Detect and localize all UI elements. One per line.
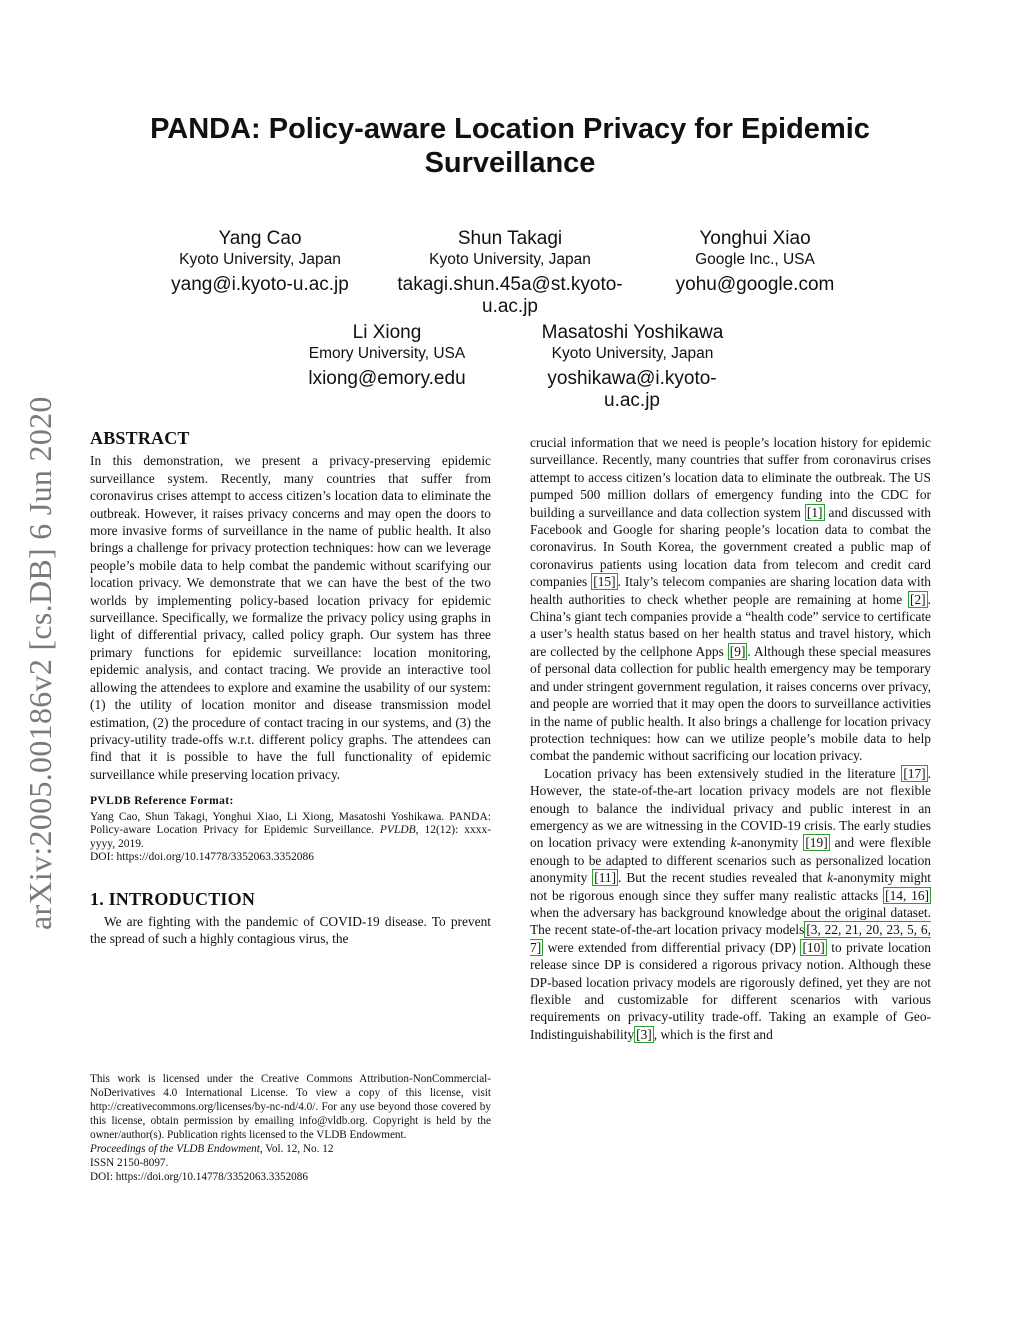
author-block <box>287 322 487 390</box>
reference-citation: Yang Cao, Shun Takagi, Yonghui Xiao, Li Xiong, Masatoshi Yoshikawa. PANDA: Policy-aware Location Privacy for Epidemic Surveillance. <box>90 810 491 837</box>
citation-link[interactable]: [2] <box>910 591 926 607</box>
text-span: Location privacy has been extensively studied in the literature <box>544 765 902 781</box>
author-email[interactable]: lxiong@emory.edu <box>308 368 466 389</box>
citation-link[interactable]: [1] <box>806 504 823 520</box>
author-name: Yonghui Xiao <box>699 228 811 249</box>
license-footnote <box>90 1072 491 1184</box>
citation-link[interactable]: [19] <box>805 835 828 851</box>
right-column <box>530 434 931 1043</box>
text-span: and discussed with Facebook and Google for sharing people’s location data to combat the coronavirus. In South Korea, the government created a public map of coronavirus patients using location data from telecom and credit card companies <box>530 504 931 590</box>
author-email[interactable]: takagi.shun.45a@st.kyoto-u.ac.jp <box>397 274 623 317</box>
citation-link[interactable]: [3] <box>636 1026 652 1042</box>
author-name: Shun Takagi <box>457 228 563 249</box>
text-span: . China’s giant tech companies provide a “health code” service to certificate a user’s health status based on her health status and travel history, which are collected by the cellphone Apps <box>530 591 931 659</box>
author-name: Li Xiong <box>352 322 422 343</box>
abstract-heading: ABSTRACT <box>90 428 190 448</box>
author-affiliation: Kyoto University, Japan <box>179 251 341 268</box>
text-span: . Although these special measures of personal data collection for public health emergency may be temporary and under stringent government regulation, it raises concerns over privacy, and people are worried that it may open the doors to surveillance activities in the name of public health. It also brings a challenge for location privacy protection techniques: how can we utilize people’s mobile data to help combat the pandemic without sacrificing our location privacy. <box>530 643 931 764</box>
introduction-heading: 1. INTRODUCTION <box>90 888 256 909</box>
issn: ISSN 2150-8097. <box>90 1157 169 1169</box>
abstract-text: In this demonstration, we present a privacy-preserving epidemic surveillance system. Recently, many countries that suffer from coronavirus crises attempt to access citizen’s location data to eliminate the outbreak. However, it raises privacy concerns and may open the doors to more invasive forms of surveillance in the name of public health. It also brings a challenge for privacy protection techniques: how can we leverage people’s mobile data to help combat the pandemic without scarifying our location privacy. We demonstrate that we can have the best of the two worlds by implementing policy-based location privacy for epidemic surveillance. Specifically, we formalize the privacy policy using graphs in light of differential privacy, called policy graph. Our system has three primary functions for epidemic surveillance: location monitoring, epidemic analysis, and contact tracing. We provide an interactive tool allowing the attendees to explore and examine the usability of our system: (1) the utility of location monitor and disease transmission model estimation, (2) the procedure of contact tracing in our systems, and (3) the privacy-utility trade-offs w.r.t. different policy graphs. The attendees can find that it is possible to have the full functionality of epidemic surveillance while preserving location privacy. <box>90 453 491 782</box>
license-doi[interactable]: DOI: https://doi.org/10.14778/3352063.3352086 <box>90 1171 308 1183</box>
citation-link[interactable]: [10] <box>802 939 825 955</box>
author-affiliation: Kyoto University, Japan <box>429 251 591 268</box>
citation-link[interactable]: [11] <box>594 870 617 886</box>
math-k: k <box>730 835 737 851</box>
citation-link[interactable]: [9] <box>729 643 746 659</box>
paper-title: PANDA: Policy-aware Location Privacy for Epidemic Surveillance <box>150 113 870 179</box>
left-column <box>90 430 491 948</box>
citation-link[interactable]: [17] <box>903 765 926 781</box>
author-email[interactable]: yohu@google.com <box>675 274 835 295</box>
author-affiliation: Kyoto University, Japan <box>551 345 714 362</box>
intro-paragraph-1 <box>530 434 931 765</box>
proceedings-volume: Vol. 12, No. 12 <box>262 1143 334 1155</box>
text-span: crucial information that we need is people’s location history for epidemic surveillance. Recently, many countries that suffer from coronavirus crises attempt to access citizen’s location data to eliminate the outbreak. The US pumped 500 million dollars of emergency funding into the CDC for building a surveillance and data collection system <box>530 435 931 520</box>
text-span: and were flexible enough to be adapted to different scenarios such as personalized location anonymity <box>530 835 931 886</box>
author-affiliation: Emory University, USA <box>308 345 466 362</box>
author-block <box>525 322 740 412</box>
author-block <box>655 228 855 296</box>
reference-venue: PVLDB <box>379 824 416 837</box>
intro-paragraph-2 <box>530 765 931 1044</box>
text-span: . However, the state-of-the-art location privacy models are not flexible enough to balance the individual privacy and public interest in an emergency as we are witnessing in the COVID-19 crisis. The early studies on location privacy were extending <box>530 765 931 851</box>
reference-doi[interactable]: DOI: https://doi.org/10.14778/3352063.3352086 <box>90 851 315 864</box>
citation-link[interactable]: [14, 16] <box>885 887 930 903</box>
text-span: when the adversary has background knowledge about the original dataset. The recent state-of-the-art location privacy models <box>530 904 931 938</box>
text-span: . But the recent studies revealed that <box>618 870 828 886</box>
math-k: k <box>827 870 834 886</box>
author-email[interactable]: yang@i.kyoto-u.ac.jp <box>171 274 349 295</box>
author-name: Masatoshi Yoshikawa <box>541 322 724 343</box>
author-email[interactable]: yoshikawa@i.kyoto-u.ac.jp <box>547 368 717 411</box>
citation-link[interactable]: [3, 22, 21, 20, 23, 5, 6, 7] <box>530 922 931 955</box>
reference-heading: PVLDB Reference Format: <box>90 795 234 808</box>
author-name: Yang Cao <box>218 228 302 249</box>
author-affiliation: Google Inc., USA <box>695 251 815 268</box>
proceedings-name: Proceedings of the VLDB Endowment, <box>90 1143 263 1155</box>
text-span: to private location release since DP is considered a rigorous privacy notion. Although these DP-based location privacy models are rigorously defined, yet they are not flexible and customizable for different scenarios with various requirements on privacy-utility trade-off. Taking an example of Geo-Indistinguishability <box>530 939 931 1042</box>
reference-volume: , 12(12): xxxx-yyyy, 2019. <box>90 824 492 850</box>
introduction-opening: We are fighting with the pandemic of COVID-19 disease. To prevent the spread of such a highly contagious virus, the <box>90 913 491 947</box>
arxiv-stamp: arXiv:2005.00186v2 [cs.DB] 6 Jun 2020 <box>22 396 58 930</box>
author-block <box>160 228 360 296</box>
author-block <box>390 228 630 318</box>
license-text: This work is licensed under the Creative Commons Attribution-NonCommercial-NoDerivatives 4.0 International License. To view a copy of this license, visit http://creativecommons.org/licenses/by-nc-nd/4.0/. For any use beyond those covered by this license, obtain permission by emailing info@vldb.org. Copyright is held by the owner/author(s). Publication rights licensed to the VLDB Endowment. <box>90 1073 491 1141</box>
text-span: , which is the first and <box>653 1026 773 1042</box>
citation-link[interactable]: [15] <box>593 574 616 590</box>
text-span: -anonymity might not be rigorous enough since they suffer many realistic attacks <box>530 870 931 903</box>
text-span: -anonymity <box>736 835 804 851</box>
text-span: were extended from differential privacy (DP) <box>543 939 801 955</box>
text-span: . Italy’s telecom companies are sharing location data with health authorities to check whether people are remaining at home <box>530 574 931 607</box>
reference-body <box>90 811 491 865</box>
reference-format <box>90 793 491 864</box>
